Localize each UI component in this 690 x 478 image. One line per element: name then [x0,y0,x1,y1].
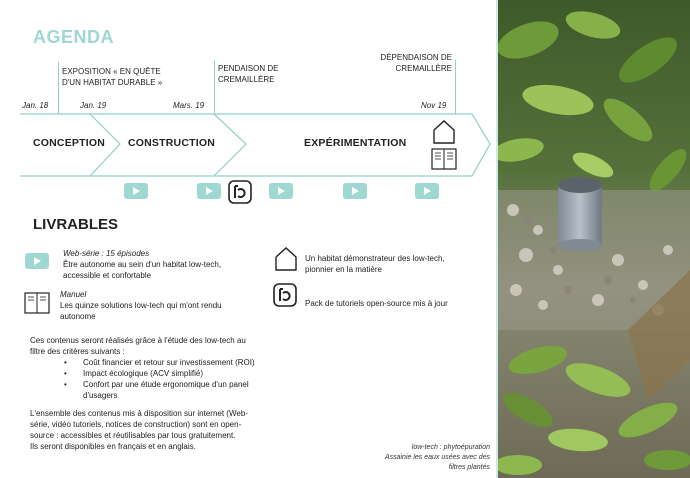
agenda-title: AGENDA [33,27,115,47]
date-jan19: Jan. 19 [80,101,107,110]
criteria-item: • Coût financier et retour sur investissement (ROI) [83,357,290,368]
timeline-tick [214,60,215,114]
milestone-line: EXPOSITION « EN QUÊTE [62,67,161,76]
criteria-intro: filtre des critères suivants : [30,347,125,356]
webserie-title: Web-série : 15 épisodes [63,249,150,258]
outro-line: Ils seront disponibles en français et en anglais. [30,442,196,451]
criteria-block [30,335,290,401]
webserie-desc: Être autonome au sein d'un habitat low-tech, [63,260,222,269]
timeline-tick [58,62,59,114]
play-icon[interactable] [25,253,49,269]
garden-photo [498,0,690,478]
play-icon[interactable] [415,183,439,199]
milestone-line: DÉPENDAISON DE [380,53,452,62]
book-icon [431,148,457,170]
criteria-item: • Impact écologique (ACV simplifié) [83,368,290,379]
phase-construction: CONSTRUCTION [128,137,215,149]
milestone-pendaison [218,63,278,85]
outro-line: source : accessibles et réutilisables par tous gratuitement. [30,431,236,440]
criteria-intro: Ces contenus seront réalisés grâce à l'étude des low-tech au [30,336,246,345]
milestone-depandaison [360,52,452,74]
play-icon[interactable] [269,183,293,199]
manuel-desc: autonome [60,312,96,321]
tutos-desc: Pack de tutoriels open-source mis à jour [305,299,448,308]
date-nov19: Nov 19 [421,101,447,110]
book-icon [24,292,50,314]
house-icon [273,246,299,272]
phase-conception: CONCEPTION [33,137,106,149]
timeline-tick [455,60,456,114]
wrench-icon [273,283,297,307]
play-icon[interactable] [197,183,221,199]
milestone-exposition [62,66,162,88]
photo-caption [340,443,490,473]
phytoepuration-photo [498,0,690,478]
house-icon [431,119,457,145]
date-jan18: Jan. 18 [22,101,49,110]
outro-line: L'ensemble des contenus mis à disposition sur internet (Web- [30,409,248,418]
phase-experimentation: EXPÉRIMENTATION [304,137,407,149]
outro-block [30,408,290,452]
habitat-block [305,253,445,275]
criteria-item: • Confort par une étude ergonomique d'un panel [83,379,290,390]
date-mars19: Mars. 19 [173,101,205,110]
habitat-desc: Un habitat démonstrateur des low-tech, [305,254,445,263]
milestone-line: CREMAILLÈRE [218,75,275,84]
criteria-item-cont: d'usagers [83,391,118,400]
outro-line: série, vidéo tutoriels, notices de construction) sont en open- [30,420,242,429]
manuel-title: Manuel [60,290,87,299]
habitat-desc: pionnier en la matière [305,265,382,274]
milestone-line: PENDAISON DE [218,64,279,73]
caption-line: Assainie les eaux usées avec des [384,454,490,461]
manuel-desc: Les quinze solutions low-tech qui m'ont rendu [60,301,222,310]
livrables-title: LIVRABLES [33,216,119,233]
caption-line: filtres plantés [448,464,490,471]
milestone-line: D'UN HABITAT DURABLE » [62,78,163,87]
play-icon[interactable] [343,183,367,199]
play-icon[interactable] [124,183,148,199]
webserie-desc: accessible et confortable [63,271,152,280]
webserie-block [63,248,221,281]
manuel-block [60,289,222,322]
milestone-line: CREMAILLÈRE [395,64,452,73]
wrench-icon [228,180,252,204]
caption-line: low-tech : phytoépuration [411,444,490,451]
